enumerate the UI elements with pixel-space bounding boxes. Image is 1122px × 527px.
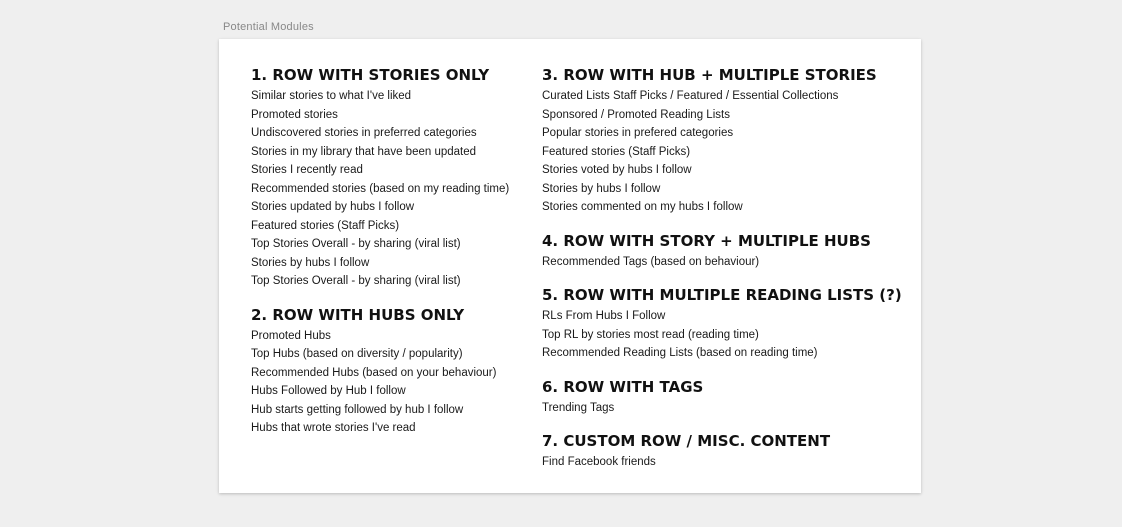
list-item: Trending Tags bbox=[542, 401, 615, 414]
list-item: Featured stories (Staff Picks) bbox=[251, 219, 400, 232]
module-row-with-multiple-reading-lists bbox=[542, 285, 902, 363]
module-title: 1. ROW WITH STORIES ONLY bbox=[251, 66, 490, 84]
list-item: Top RL by stories most read (reading time) bbox=[542, 328, 759, 341]
module-item-list bbox=[542, 399, 902, 418]
list-item: Similar stories to what I've liked bbox=[251, 90, 412, 102]
module-item-list bbox=[251, 327, 521, 438]
module-item-list bbox=[542, 453, 902, 472]
list-item: Recommended Hubs (based on your behaviour) bbox=[251, 366, 497, 379]
module-row-with-hub-multiple-stories bbox=[542, 65, 902, 217]
list-item: Hub starts getting followed by hub I follow bbox=[251, 403, 464, 416]
module-item-list bbox=[542, 253, 902, 272]
list-item: Stories updated by hubs I follow bbox=[251, 201, 415, 213]
list-item: Recommended Reading Lists (based on reading time) bbox=[542, 347, 818, 359]
list-item: Popular stories in prefered categories bbox=[542, 127, 734, 139]
module-title: 5. ROW WITH MULTIPLE READING LISTS (?) bbox=[542, 286, 902, 304]
left-column bbox=[251, 65, 521, 452]
module-row-with-tags bbox=[542, 377, 902, 418]
list-item: Hubs Followed by Hub I follow bbox=[251, 385, 406, 397]
module-item-list bbox=[542, 87, 902, 217]
list-item: Stories commented on my hubs I follow bbox=[542, 201, 743, 213]
list-item: Stories in my library that have been updated bbox=[251, 145, 477, 158]
list-item: Stories voted by hubs I follow bbox=[542, 164, 692, 176]
module-title: 4. ROW WITH STORY + MULTIPLE HUBS bbox=[542, 231, 871, 250]
module-row-with-hubs-only bbox=[251, 305, 521, 438]
list-item: Top Stories Overall - by sharing (viral list) bbox=[251, 238, 461, 250]
artboard-potential-modules[interactable] bbox=[219, 39, 921, 493]
list-item: Curated Lists Staff Picks / Featured / Essential Collections bbox=[542, 90, 839, 102]
list-item: Stories by hubs I follow bbox=[542, 182, 661, 195]
list-item: Top Hubs (based on diversity / popularity) bbox=[251, 348, 463, 360]
module-row-with-stories-only bbox=[251, 65, 521, 291]
list-item: Promoted Hubs bbox=[251, 329, 331, 342]
module-title: 7. CUSTOM ROW / MISC. CONTENT bbox=[542, 432, 831, 450]
module-item-list bbox=[542, 307, 902, 363]
list-item: Sponsored / Promoted Reading Lists bbox=[542, 108, 730, 121]
list-item: Promoted stories bbox=[251, 108, 338, 121]
right-column bbox=[542, 65, 902, 486]
module-title: 3. ROW WITH HUB + MULTIPLE STORIES bbox=[542, 66, 877, 84]
module-title: 6. ROW WITH TAGS bbox=[542, 377, 704, 396]
module-custom-row-misc-content bbox=[542, 431, 902, 472]
list-item: Find Facebook friends bbox=[542, 456, 656, 468]
list-item: Recommended Tags (based on behaviour) bbox=[542, 255, 760, 268]
list-item: Hubs that wrote stories I've read bbox=[251, 422, 416, 434]
list-item: Featured stories (Staff Picks) bbox=[542, 145, 691, 158]
module-row-with-story-multiple-hubs bbox=[542, 231, 902, 272]
list-item: RLs From Hubs I Follow bbox=[542, 310, 666, 322]
list-item: Stories by hubs I follow bbox=[251, 256, 370, 269]
list-item: Recommended stories (based on my reading time) bbox=[251, 182, 510, 195]
artboard-label[interactable]: Potential Modules bbox=[223, 21, 314, 33]
module-title: 2. ROW WITH HUBS ONLY bbox=[251, 305, 465, 324]
list-item: Top Stories Overall - by sharing (viral list) bbox=[251, 275, 461, 287]
module-item-list bbox=[251, 87, 521, 291]
list-item: Undiscovered stories in preferred categories bbox=[251, 127, 477, 139]
list-item: Stories I recently read bbox=[251, 164, 363, 176]
